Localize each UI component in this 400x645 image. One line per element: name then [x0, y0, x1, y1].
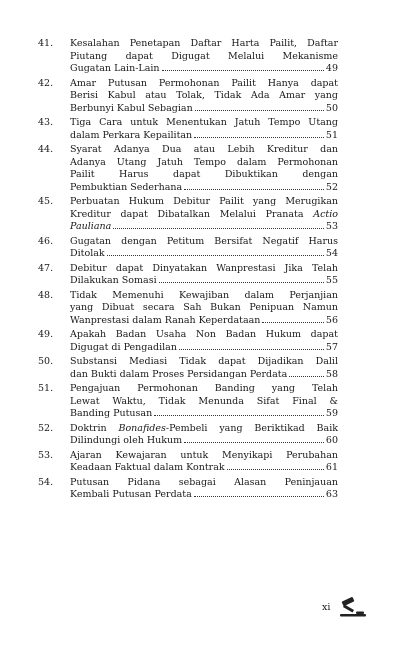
- toc-entry-line: dalam Perkara Kepailitan: [70, 129, 193, 141]
- toc-entry-line: yang Dibuat secara Sah Bukan Penipuan Namun: [70, 302, 338, 313]
- toc-entry[interactable]: [38, 236, 338, 261]
- toc-entry-line: Lewat Waktu, Tidak Menunda Sifat Final &: [70, 395, 338, 407]
- toc-entry-title: [70, 450, 338, 475]
- toc-entry-line: Berbunyi Kabul Sebagian: [70, 102, 193, 114]
- toc-entry-line: Kesalahan Penetapan Daftar Harta Pailit, Daftar: [70, 38, 338, 49]
- toc-entry[interactable]: [38, 356, 338, 381]
- dot-leader: [107, 255, 324, 256]
- toc-entry[interactable]: [38, 329, 338, 354]
- toc-entry[interactable]: [38, 290, 338, 328]
- gavel-icon: [338, 596, 368, 618]
- toc-page-number[interactable]: 61: [325, 462, 338, 473]
- toc-page-number[interactable]: 60: [325, 435, 338, 446]
- toc-entry-number: 49.: [38, 329, 54, 340]
- toc-entry-line: Piutang dapat Digugat Melalui Mekanisme: [70, 50, 338, 62]
- toc-entry-line: Keadaan Faktual dalam Kontrak: [70, 462, 225, 473]
- dot-leader: [162, 70, 324, 71]
- toc-entry-number: 54.: [38, 476, 54, 488]
- toc-entry-line: Wanprestasi dalam Ranah Keperdataan: [70, 314, 261, 326]
- toc-page-number[interactable]: 58: [325, 368, 338, 380]
- toc-entry-line: Berisi Kabul atau Tolak, Tidak Ada Amar yang: [70, 90, 338, 101]
- toc-page-number[interactable]: 50: [325, 102, 338, 114]
- toc-entry-number: 44.: [38, 144, 54, 155]
- toc-entry-title: [70, 290, 338, 328]
- toc-entry-line: Putusan Pidana sebagai Alasan Peninjauan: [70, 476, 338, 488]
- toc-entry-title: [70, 196, 338, 234]
- page-number: xi: [322, 601, 331, 613]
- toc-entry-number: 50.: [38, 356, 54, 367]
- toc-entry-line: Pembuktian Sederhana: [70, 181, 183, 193]
- dot-leader: [227, 469, 324, 470]
- toc-entry[interactable]: [38, 477, 338, 502]
- toc-entry-line: Amar Putusan Permohonan Pailit Hanya dapat: [70, 77, 338, 89]
- dot-leader: [154, 415, 324, 416]
- toc-entry-line: Digugat di Pengadilan: [70, 341, 177, 353]
- toc-entry-line: Banding Putusan: [70, 408, 153, 419]
- toc-entry[interactable]: [38, 196, 338, 234]
- toc-entry-line: Syarat Adanya Dua atau Lebih Kreditur dan: [70, 144, 338, 155]
- toc-entry-line: Dilindungi oleh Hukum: [70, 435, 183, 446]
- toc-entry-number: 42.: [38, 77, 54, 89]
- toc-entry-title: [70, 356, 338, 381]
- toc-entry-title: [70, 477, 338, 502]
- dot-leader: [159, 282, 324, 283]
- toc-entry-line: Kreditur dapat Dibatalkan Melalui Pranata Actio: [70, 208, 338, 220]
- table-of-contents: [38, 38, 338, 504]
- toc-entry-line: Dilakukan Somasi: [70, 275, 157, 286]
- toc-entry-number: 47.: [38, 262, 54, 274]
- toc-entry-title: [70, 38, 338, 76]
- toc-entry-title: [70, 383, 338, 421]
- dot-leader: [184, 189, 324, 190]
- toc-page-number[interactable]: 55: [325, 275, 338, 286]
- toc-entry-number: 51.: [38, 383, 54, 394]
- page-footer: [322, 596, 368, 618]
- toc-entry-number: 41.: [38, 38, 54, 49]
- toc-entry-line: Ajaran Kewajaran untuk Menyikapi Perubahan: [70, 449, 338, 461]
- toc-entry-title: [70, 78, 338, 116]
- toc-entry-title: [70, 423, 338, 448]
- dot-leader: [113, 228, 324, 229]
- toc-entry[interactable]: [38, 450, 338, 475]
- toc-entry-line: Tidak Memenuhi Kewajiban dalam Perjanjian: [70, 289, 338, 301]
- toc-entry-number: 46.: [38, 235, 54, 247]
- toc-page-number[interactable]: 56: [325, 314, 338, 326]
- toc-entry-number: 48.: [38, 289, 54, 301]
- toc-entry-line: Doktrin Bonafides-Pembeli yang Beriktikad Baik: [70, 422, 338, 434]
- toc-entry-line: Pengajuan Permohonan Banding yang Telah: [70, 383, 338, 394]
- toc-page-number[interactable]: 52: [325, 181, 338, 193]
- toc-entry-number: 43.: [38, 117, 54, 128]
- toc-entry[interactable]: [38, 383, 338, 421]
- dot-leader: [179, 349, 324, 350]
- toc-entry-number: 52.: [38, 422, 54, 434]
- toc-entry-line: Debitur dapat Dinyatakan Wanprestasi Jika Telah: [70, 262, 338, 274]
- toc-entry-line: Apakah Badan Usaha Non Badan Hukum dapat: [70, 329, 338, 340]
- toc-entry-line: Adanya Utang Jatuh Tempo dalam Permohonan: [70, 156, 338, 168]
- dot-leader: [289, 376, 324, 377]
- toc-page-number[interactable]: 57: [325, 341, 338, 353]
- toc-entry-line: Tiga Cara untuk Menentukan Jatuh Tempo Utang: [70, 117, 338, 128]
- toc-entry-number: 53.: [38, 449, 54, 461]
- dot-leader: [195, 110, 324, 111]
- toc-entry-title: [70, 329, 338, 354]
- toc-entry-line: dan Bukti dalam Proses Persidangan Perdata: [70, 368, 288, 380]
- toc-page-number[interactable]: 63: [325, 489, 338, 500]
- toc-entry[interactable]: [38, 78, 338, 116]
- toc-entry-title: [70, 144, 338, 194]
- toc-page-number[interactable]: 53: [325, 221, 338, 232]
- toc-entry-number: 45.: [38, 196, 54, 207]
- dot-leader: [194, 496, 324, 497]
- toc-entry-line: Pailit Harus dapat Dibuktikan dengan: [70, 169, 338, 180]
- toc-entry-title: [70, 236, 338, 261]
- toc-entry-line: Substansi Mediasi Tidak dapat Dijadikan Dalil: [70, 356, 338, 367]
- toc-page-number[interactable]: 51: [325, 129, 338, 141]
- toc-entry[interactable]: [38, 423, 338, 448]
- toc-entry-line: Kembali Putusan Perdata: [70, 489, 192, 500]
- toc-page-number[interactable]: 54: [325, 248, 338, 259]
- dot-leader: [262, 322, 324, 323]
- toc-entry-line: Ditolak: [70, 248, 105, 259]
- toc-entry-line: Gugatan Lain-Lain: [70, 63, 160, 74]
- toc-entry[interactable]: [38, 263, 338, 288]
- toc-entry-title: [70, 263, 338, 288]
- toc-entry-line: Pauliana: [70, 221, 112, 232]
- dot-leader: [184, 442, 324, 443]
- toc-entry[interactable]: [38, 38, 338, 76]
- toc-entry-title: [70, 117, 338, 142]
- toc-entry[interactable]: [38, 117, 338, 142]
- toc-entry-line: Perbuatan Hukum Debitur Pailit yang Merugikan: [70, 196, 338, 207]
- toc-entry[interactable]: [38, 144, 338, 194]
- dot-leader: [194, 137, 324, 138]
- toc-entry-line: Gugatan dengan Petitum Bersifat Negatif Harus: [70, 235, 338, 247]
- toc-page-number[interactable]: 59: [325, 408, 338, 419]
- toc-page-number[interactable]: 49: [325, 63, 338, 74]
